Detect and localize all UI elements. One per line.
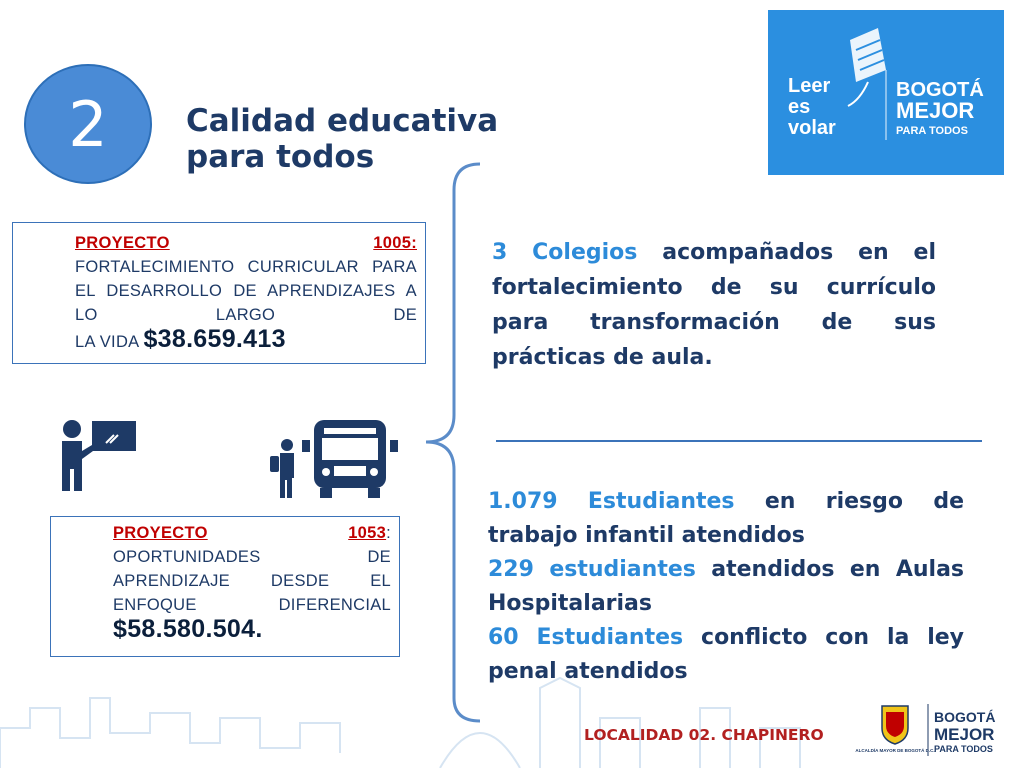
alcaldia-label: ALCALDÍA MAYOR DE BOGOTÁ D.C. xyxy=(855,748,935,753)
result-item-3 xyxy=(488,621,964,689)
student-backpack-icon xyxy=(268,438,300,500)
result-students xyxy=(488,485,964,689)
project-1053-box xyxy=(50,516,400,657)
result-colegios-highlight: 3 Colegios xyxy=(492,240,638,265)
project-1005-last-words: LA VIDA xyxy=(75,333,139,351)
project-1053-number-wrap xyxy=(348,521,391,545)
leer-es-volar-logo xyxy=(768,10,1004,175)
project-1005-text xyxy=(75,231,417,354)
project-1005-amount: $38.659.413 xyxy=(143,325,286,353)
slide-number-badge xyxy=(24,64,152,184)
project-1005-number: 1005: xyxy=(373,234,417,252)
result-colegios xyxy=(492,235,936,375)
result-item-2-text: atendidos en Aulas Hospitalarias xyxy=(488,557,965,616)
project-1005-box xyxy=(12,222,426,364)
result-item-3-text: conflicto con la ley penal atendidos xyxy=(488,625,965,684)
project-1053-label: PROYECTO xyxy=(113,524,208,542)
result-item-3-highlight: 60 Estudiantes xyxy=(488,625,684,650)
project-1053-description: OPORTUNIDADES DE APRENDIZAJE DESDE EL ENFOQUE DIFERENCIAL xyxy=(113,548,391,614)
project-1005-description: FORTALECIMIENTO CURRICULAR PARA EL DESARROLLO DE APRENDIZAJES A LO LARGO DE xyxy=(75,258,417,324)
logo-line3: volar xyxy=(788,117,836,139)
coat-of-arms-icon xyxy=(882,706,908,744)
curly-brace-decoration xyxy=(420,160,490,725)
project-1053-number: 1053 xyxy=(348,524,387,542)
result-item-2 xyxy=(488,553,964,621)
result-item-2-highlight: 229 estudiantes xyxy=(488,557,696,582)
project-1053-text xyxy=(113,521,391,644)
logo-line2: es xyxy=(788,96,811,118)
footer-brand-bottom: PARA TODOS xyxy=(934,744,993,754)
logo-brand-top: BOGOTÁ xyxy=(896,79,984,101)
project-1053-heading xyxy=(113,521,391,545)
logo-brand-mid: MEJOR xyxy=(896,98,975,123)
section-divider xyxy=(496,440,982,442)
project-1005-last-line xyxy=(75,327,417,354)
logo-line1: Leer xyxy=(788,75,831,97)
footer-logos xyxy=(855,700,1022,762)
school-bus-icon xyxy=(300,418,400,500)
slide-number: 2 xyxy=(68,87,108,161)
book-kite-icon xyxy=(848,28,886,106)
footer-brand-mid: MEJOR xyxy=(934,725,995,744)
result-item-1-text: en riesgo de trabajo infantil atendidos xyxy=(488,489,964,548)
result-item-1-highlight: 1.079 Estudiantes xyxy=(488,489,735,514)
slide-title: Calidad educativa para todos xyxy=(186,103,499,175)
result-colegios-text: acompañados en el fortalecimiento de su currículo para transformación de sus prácticas de aula. xyxy=(492,240,936,370)
project-1053-colon: : xyxy=(386,524,391,542)
teacher-board-icon xyxy=(56,415,140,495)
project-1005-heading xyxy=(75,231,417,255)
footer-brand-top: BOGOTÁ xyxy=(934,709,996,725)
locality-label: LOCALIDAD 02. CHAPINERO xyxy=(584,726,824,744)
project-1053-last-line xyxy=(113,617,391,644)
project-1053-amount: $58.580.504. xyxy=(113,615,263,643)
logo-brand-bottom: PARA TODOS xyxy=(896,125,968,137)
project-1005-label: PROYECTO xyxy=(75,234,170,252)
result-item-1 xyxy=(488,485,964,553)
